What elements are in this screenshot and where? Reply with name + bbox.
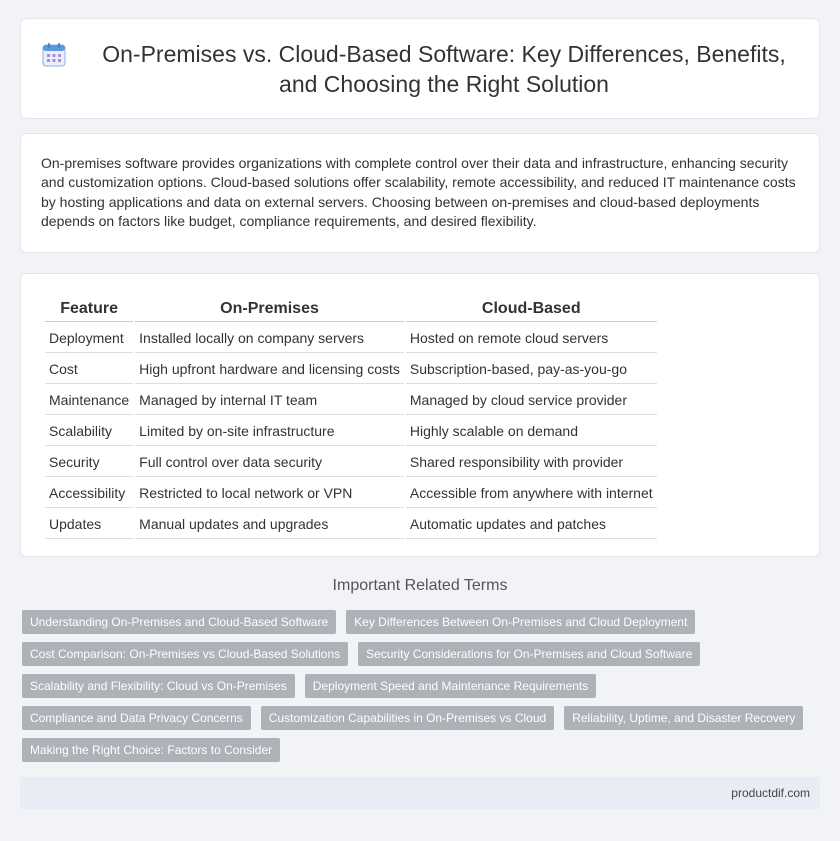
intro-paragraph: On-premises software provides organizations with complete control over their data and infrastructure, enhancing security and customization options. Cloud-based solutions offer scalability, remote accessibility, and reduced IT maintenance costs by hosting applications and data on external servers. Choosing between on-premises and cloud-based deployments depends on factors like budget, compliance requirements, and desired flexibility. xyxy=(41,155,796,229)
feature-cell: Security xyxy=(45,448,133,477)
related-term-link[interactable]: Deployment Speed and Maintenance Requirements xyxy=(305,674,597,698)
table-row xyxy=(45,479,657,508)
tag-row xyxy=(22,610,822,634)
feature-cell: Deployment xyxy=(45,324,133,353)
table-row xyxy=(45,386,657,415)
page-title: On-Premises vs. Cloud-Based Software: Key Differences, Benefits, and Choosing the Right Solution xyxy=(102,40,786,97)
on-premises-cell: Restricted to local network or VPN xyxy=(135,479,404,508)
on-premises-cell: High upfront hardware and licensing costs xyxy=(135,355,404,384)
table-header-row xyxy=(45,296,657,322)
on-premises-cell: Installed locally on company servers xyxy=(135,324,404,353)
related-term-link[interactable]: Customization Capabilities in On-Premises vs Cloud xyxy=(261,706,554,730)
cloud-based-cell: Accessible from anywhere with internet xyxy=(406,479,657,508)
header-cloud-based: Cloud-Based xyxy=(406,296,657,322)
table-row xyxy=(45,417,657,446)
related-term-link[interactable]: Cost Comparison: On-Premises vs Cloud-Based Solutions xyxy=(22,642,348,666)
table-row xyxy=(45,448,657,477)
intro-card xyxy=(20,133,820,253)
header-feature: Feature xyxy=(45,296,133,322)
tag-row xyxy=(22,738,822,762)
table-row xyxy=(45,355,657,384)
related-terms-list xyxy=(22,610,822,770)
table-row xyxy=(45,324,657,353)
related-terms-heading: Important Related Terms xyxy=(332,577,508,594)
related-term-link[interactable]: Compliance and Data Privacy Concerns xyxy=(22,706,251,730)
feature-cell: Updates xyxy=(45,510,133,539)
cloud-based-cell: Automatic updates and patches xyxy=(406,510,657,539)
on-premises-cell: Managed by internal IT team xyxy=(135,386,404,415)
feature-cell: Scalability xyxy=(45,417,133,446)
on-premises-cell: Full control over data security xyxy=(135,448,404,477)
feature-cell: Accessibility xyxy=(45,479,133,508)
feature-cell: Maintenance xyxy=(45,386,133,415)
footer-site-link[interactable]: productdif.com xyxy=(731,786,810,800)
related-term-link[interactable]: Understanding On-Premises and Cloud-Based Software xyxy=(22,610,336,634)
header-on-premises: On-Premises xyxy=(135,296,404,322)
related-term-link[interactable]: Key Differences Between On-Premises and Cloud Deployment xyxy=(346,610,695,634)
related-term-link[interactable]: Reliability, Uptime, and Disaster Recovery xyxy=(564,706,803,730)
cloud-based-cell: Hosted on remote cloud servers xyxy=(406,324,657,353)
cloud-based-cell: Subscription-based, pay-as-you-go xyxy=(406,355,657,384)
on-premises-cell: Manual updates and upgrades xyxy=(135,510,404,539)
cloud-based-cell: Highly scalable on demand xyxy=(406,417,657,446)
tag-row xyxy=(22,642,822,666)
table-row xyxy=(45,510,657,539)
related-term-link[interactable]: Scalability and Flexibility: Cloud vs On-Premises xyxy=(22,674,295,698)
related-term-link[interactable]: Security Considerations for On-Premises and Cloud Software xyxy=(358,642,700,666)
cloud-based-cell: Managed by cloud service provider xyxy=(406,386,657,415)
header-card xyxy=(20,18,820,119)
calendar-icon xyxy=(41,42,67,68)
tag-row xyxy=(22,674,822,698)
feature-cell: Cost xyxy=(45,355,133,384)
cloud-based-cell: Shared responsibility with provider xyxy=(406,448,657,477)
comparison-table xyxy=(43,294,659,541)
comparison-card xyxy=(20,273,820,557)
footer xyxy=(20,777,820,809)
related-term-link[interactable]: Making the Right Choice: Factors to Consider xyxy=(22,738,280,762)
on-premises-cell: Limited by on-site infrastructure xyxy=(135,417,404,446)
tag-row xyxy=(22,706,822,730)
